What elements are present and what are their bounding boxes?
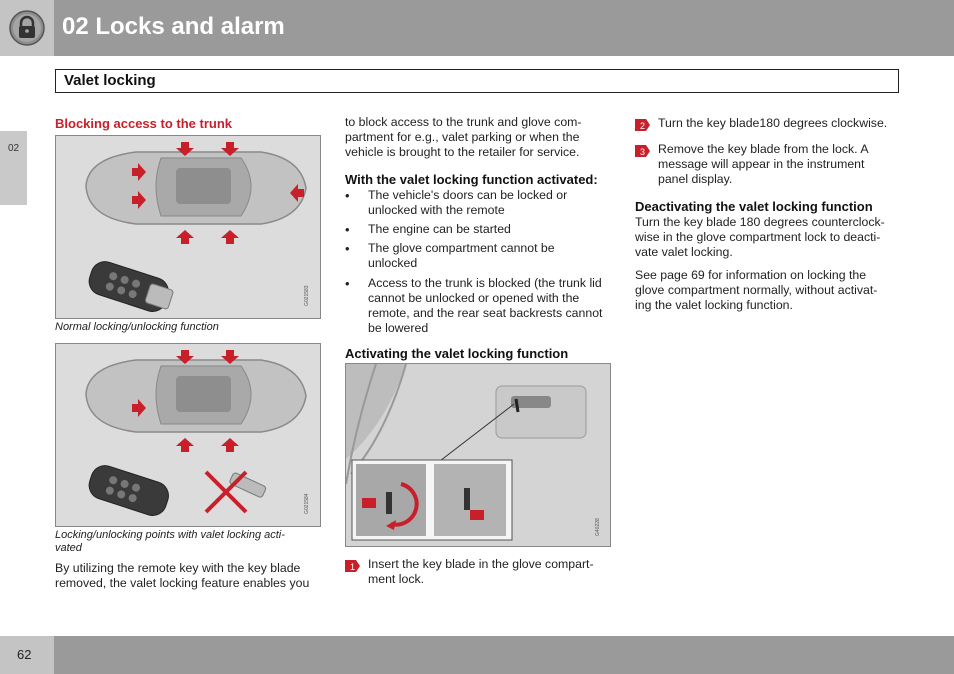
bullet-line: cannot be unlocked or opened with the [368,291,580,305]
padlock-icon [8,9,46,47]
bullet-dot: • [345,276,350,291]
bullet-line: The engine can be started [368,222,511,236]
bullet-line: The glove compartment cannot be [368,241,555,255]
header-icon-box [0,0,54,56]
see-page-line: glove compartment normally, without activat- [635,283,878,297]
chapter-tab-number: 02 [8,143,20,154]
step-1-number: 1 [350,562,356,572]
bullet-line: unlocked with the remote [368,203,505,217]
see-page-line: ing the valet locking function. [635,298,793,312]
intro-line: vehicle is brought to the retailer for service. [345,145,580,159]
valet-locking-figure [55,343,321,527]
step-3-text: message will appear in the instrument [658,157,865,171]
step-1-text: ment lock. [368,572,425,586]
body-text-line: By utilizing the remote key with the key blade [55,561,301,575]
step-1-icon [345,560,360,572]
intro-line: to block access to the trunk and glove com- [345,115,582,129]
figure-code: G021584 [304,493,310,514]
see-page-line: See page 69 for information on locking the [635,268,867,282]
normal-locking-figure [55,135,321,319]
step-2-text: Turn the key blade180 degrees clockwise. [658,116,888,130]
step-2-icon [635,119,650,131]
figure2-caption-line2: vated [55,542,82,554]
chapter-title: 02 Locks and alarm [62,13,285,40]
deactivating-heading: Deactivating the valet locking function [635,199,873,214]
bullet-line: Access to the trunk is blocked (the trunk lid [368,276,602,290]
step-3-text: Remove the key blade from the lock. A [658,142,869,156]
bullet-line: unlocked [368,256,418,270]
intro-line: partment for e.g., valet parking or when the [345,130,580,144]
section-bar [55,69,899,93]
page-header [0,0,954,56]
bullet-dot: • [345,188,350,203]
chapter-side-tab [0,131,27,205]
bullet-dot: • [345,222,350,237]
step-3-text: panel display. [658,172,733,186]
step-3-number: 3 [640,147,646,157]
bullet-line: The vehicle's doors can be locked or [368,188,568,202]
figure-code: G40228 [595,518,601,536]
bullet-line: be lowered [368,321,429,335]
figure2-caption-line1: Locking/unlocking points with valet locking acti- [55,529,285,541]
blocking-trunk-heading: Blocking access to the trunk [55,116,232,131]
body-text-line: removed, the valet locking feature enables you [55,576,310,590]
step-3-icon [635,145,650,157]
bullet-line: remote, and the rear seat backrests cannot [368,306,603,320]
deactivating-line: Turn the key blade 180 degrees counterclock- [635,215,885,229]
bullet-dot: • [345,241,350,256]
deactivating-line: vate valet locking. [635,245,733,259]
activated-heading: With the valet locking function activated: [345,172,598,187]
step-2-number: 2 [640,121,646,131]
step-1-text: Insert the key blade in the glove compart- [368,557,594,571]
activating-heading: Activating the valet locking function [345,346,569,361]
figure-code: G021583 [304,285,310,306]
page-footer [0,636,954,674]
section-title: Valet locking [64,72,156,89]
deactivating-line: wise in the glove compartment lock to deacti- [635,230,881,244]
figure1-caption: Normal locking/unlocking function [55,321,219,333]
page-number-box [0,636,54,674]
page-number: 62 [17,647,32,662]
glovebox-figure [345,363,611,547]
